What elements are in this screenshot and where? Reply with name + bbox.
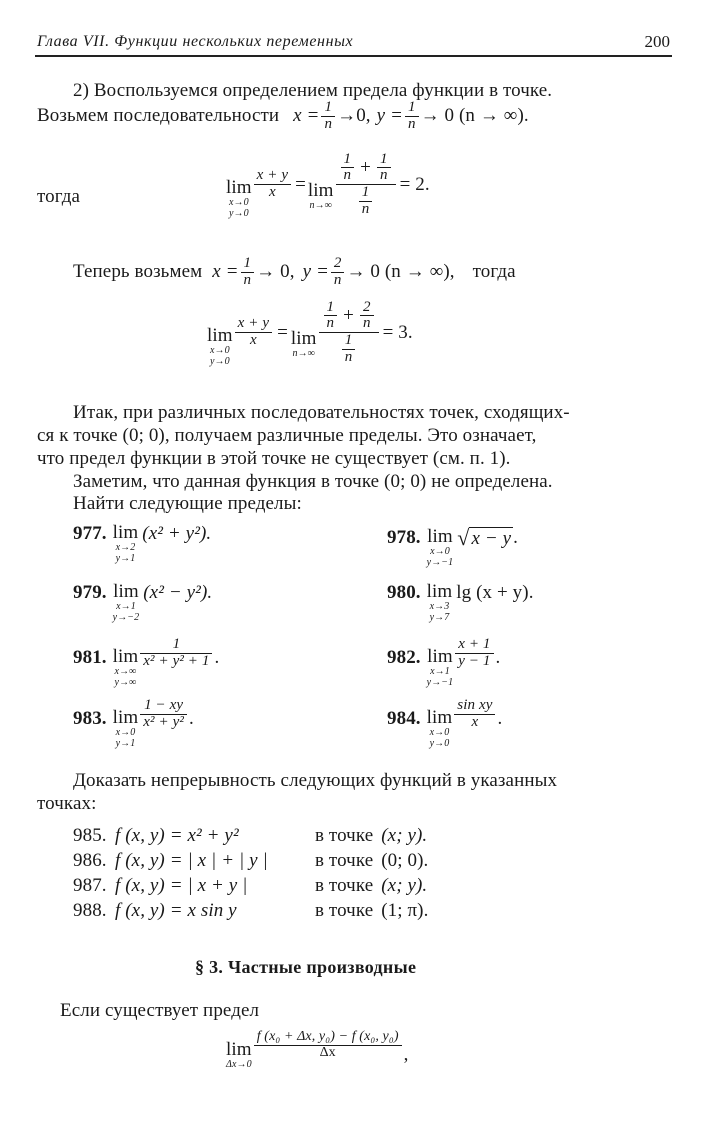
denominator: n xyxy=(361,200,370,217)
lim-sub-y: y→7 xyxy=(429,612,450,623)
equation-2 xyxy=(207,298,413,367)
problem-number: 987. xyxy=(73,875,107,896)
lim-sub-x: x→0 xyxy=(115,727,136,738)
lim-word: lim xyxy=(427,526,453,547)
denominator: Δx xyxy=(319,1044,336,1060)
denominator: x xyxy=(268,184,276,200)
problem-number: 981. xyxy=(73,647,107,668)
problem-expression: lg (x + y). xyxy=(456,582,534,603)
function-definition: f (x, y) = | x + y | xyxy=(115,875,248,896)
big-numerator xyxy=(336,152,396,185)
inner-fraction-b xyxy=(377,152,391,185)
problem-number: 982. xyxy=(387,647,421,668)
limit-operator xyxy=(427,582,453,623)
para4-line-1: Доказать непрерывность следующих функций в указанных xyxy=(73,770,558,791)
x-seq-lhs: x = xyxy=(293,105,320,127)
problem-985 xyxy=(73,825,427,847)
equals: = xyxy=(295,173,306,195)
para4-line-2: точках: xyxy=(37,793,97,814)
y-seq-tail: → 0 (n → ∞). xyxy=(420,105,529,127)
problem-988 xyxy=(73,900,428,922)
x-seq-lhs: x = xyxy=(212,261,239,283)
limit-operator xyxy=(113,708,139,749)
problem-number: 985. xyxy=(73,825,107,846)
inner-fraction-den xyxy=(342,333,356,366)
lim-sub-x: x→1 xyxy=(116,601,136,612)
lim-sub-y: y→0 xyxy=(228,208,249,219)
lim-word: lim xyxy=(112,522,139,543)
numerator: x + y xyxy=(237,315,270,332)
limit-operator xyxy=(427,527,454,568)
point-value: (x; y). xyxy=(381,825,428,846)
lim-sub-y: y→0 xyxy=(209,356,230,367)
sqrt-expression xyxy=(457,527,518,550)
problem-expression: (x² − y²). xyxy=(143,582,213,603)
lim-sub-x: x→2 xyxy=(115,542,136,553)
equals: = xyxy=(277,321,288,343)
inner-fraction-den xyxy=(359,185,373,218)
y-seq-tail: → 0 (n → ∞), xyxy=(346,261,455,283)
para3-line-3: что предел функции в этой точке не существует (см. п. 1). xyxy=(37,448,511,469)
problem-expression: (x² + y²). xyxy=(142,523,212,544)
result: = 2. xyxy=(399,173,430,195)
page-number: 200 xyxy=(644,32,670,51)
problem-978 xyxy=(387,527,518,568)
problem-number: 978. xyxy=(387,527,421,548)
lim-sub-y: y→−1 xyxy=(426,677,454,688)
numerator: 1 xyxy=(361,184,370,200)
eq2-left-fraction xyxy=(235,316,272,349)
tail: . xyxy=(513,527,518,548)
problem-number: 986. xyxy=(73,850,107,871)
problem-984 xyxy=(387,697,503,749)
section-title: § 3. Частные производные xyxy=(195,957,417,977)
para3-line-2: ся к точке (0; 0), получаем различные пределы. Это означает, xyxy=(37,425,537,446)
lim-sub-y: y→−2 xyxy=(112,612,140,623)
problem-981 xyxy=(73,636,220,688)
point-value: (x; y). xyxy=(381,875,428,896)
lim-word: lim xyxy=(226,1039,252,1060)
problem-979 xyxy=(73,582,212,623)
lim-sub-y: y→0 xyxy=(429,738,450,749)
x-seq-fraction xyxy=(241,256,255,289)
running-head: Глава VII. Функции нескольких переменных xyxy=(37,33,354,50)
denominator: n xyxy=(407,115,416,132)
lim-sub-x: x→0 xyxy=(228,197,249,208)
point-value: (1; π). xyxy=(381,900,429,921)
x-seq-fraction xyxy=(321,100,335,133)
tail: . xyxy=(497,708,503,729)
lim-sub-y: y→−1 xyxy=(426,557,454,568)
limit-operator xyxy=(427,708,453,749)
numerator: 1 xyxy=(243,255,252,271)
problem-fraction xyxy=(455,637,493,670)
para3-line-5: Найти следующие пределы: xyxy=(73,493,302,514)
lim-sub-x: x→0 xyxy=(209,345,230,356)
x-seq-tail: →0, xyxy=(337,105,371,127)
eq3-fraction xyxy=(254,1030,402,1060)
lim-word: lim xyxy=(290,327,317,349)
denominator: x xyxy=(249,332,257,348)
numerator: f (x₀ + Δx, y₀) − f (x₀, y₀) xyxy=(256,1029,399,1044)
limit-operator xyxy=(113,582,140,623)
sqrt-icon: √ xyxy=(457,525,470,550)
inner-fraction-a xyxy=(324,300,338,333)
para3-line-1: Итак, при различных последовательностях точек, сходящих- xyxy=(73,402,570,423)
limit-operator xyxy=(207,326,233,367)
lim-sub-y: y→1 xyxy=(115,553,136,564)
problem-986 xyxy=(73,850,428,872)
numerator: x + y xyxy=(256,167,289,184)
lim-sub-x: x→1 xyxy=(430,666,450,677)
header-rule xyxy=(35,55,672,57)
lim-word: lim xyxy=(426,581,453,602)
point-label: в точке xyxy=(315,900,374,921)
limit-operator-n xyxy=(308,181,334,211)
numerator: 1 xyxy=(407,99,416,115)
limit-operator xyxy=(113,647,139,688)
inner-fraction-a xyxy=(341,152,355,185)
problem-number: 988. xyxy=(73,900,107,921)
tail: , xyxy=(403,1044,409,1065)
radicand: x − y xyxy=(471,528,512,549)
equation-1 xyxy=(226,150,430,219)
numerator: sin xy xyxy=(457,697,493,713)
problem-fraction xyxy=(140,698,187,731)
numerator: 1 − xy xyxy=(144,697,184,713)
denominator: x² + y² + 1 xyxy=(143,652,210,669)
eq2-big-fraction xyxy=(319,300,379,366)
numerator: 1 xyxy=(343,150,352,167)
function-definition: f (x, y) = | x | + | y | xyxy=(115,850,268,871)
numerator: 1 xyxy=(324,99,333,115)
tail: . xyxy=(188,708,194,729)
numerator: 2 xyxy=(362,298,371,315)
eq1-big-fraction xyxy=(336,152,396,218)
lim-word: lim xyxy=(426,707,453,728)
numerator: x + 1 xyxy=(458,636,491,652)
denominator: n xyxy=(333,271,342,288)
denominator: n xyxy=(362,315,371,332)
problem-987 xyxy=(73,875,427,897)
big-numerator xyxy=(319,300,379,333)
limit-operator xyxy=(427,647,454,688)
y-seq-lhs: y = xyxy=(302,261,329,283)
numerator: 1 xyxy=(172,636,181,652)
lim-sub-y: y→∞ xyxy=(114,677,137,688)
big-denominator xyxy=(337,333,361,366)
lim-sub-n: n→∞ xyxy=(292,347,315,359)
denominator: n xyxy=(343,167,352,184)
lim-sub-x: x→0 xyxy=(430,546,450,557)
problem-number: 980. xyxy=(387,582,421,603)
para2-suffix: тогда xyxy=(472,261,516,283)
inner-fraction-b xyxy=(360,300,374,333)
equation-3 xyxy=(226,1030,408,1070)
function-definition: f (x, y) = x sin y xyxy=(115,900,237,921)
para5-text: Если существует предел xyxy=(60,1000,260,1021)
lim-sub-dx: Δx→0 xyxy=(226,1059,252,1070)
result: = 3. xyxy=(382,321,413,343)
numerator: 2 xyxy=(333,255,342,271)
problem-number: 977. xyxy=(73,523,107,544)
denominator: y − 1 xyxy=(458,652,491,669)
problem-982 xyxy=(387,636,501,688)
point-value: (0; 0). xyxy=(381,850,429,871)
tail: . xyxy=(495,647,501,668)
lim-sub-x: x→0 xyxy=(429,727,450,738)
lim-word: lim xyxy=(113,581,139,602)
lim-sub-x: x→3 xyxy=(429,601,450,612)
y-seq-fraction xyxy=(405,100,419,133)
denominator: n xyxy=(326,315,335,332)
lim-word: lim xyxy=(112,707,139,728)
lim-word: lim xyxy=(207,325,233,346)
denominator: n xyxy=(243,271,252,288)
para3-line-4: Заметим, что данная функция в точке (0; 0) не определена. xyxy=(73,471,553,492)
para1-line2-text: Возьмем последовательности xyxy=(37,105,280,127)
para2-line xyxy=(73,256,516,289)
denominator: x² + y² xyxy=(143,713,184,730)
limit-operator xyxy=(226,178,252,219)
problem-983 xyxy=(73,697,194,749)
eq1-left-fraction xyxy=(254,168,291,201)
para1-line2 xyxy=(37,100,529,133)
para2-text: Теперь возьмем xyxy=(73,261,203,283)
lim-sub-y: y→1 xyxy=(115,738,136,749)
numerator: 1 xyxy=(326,298,335,315)
problem-fraction xyxy=(454,698,495,731)
denominator: n xyxy=(379,167,388,184)
point-label: в точке xyxy=(315,825,374,846)
plus: + xyxy=(343,304,354,326)
eq1-prefix: тогда xyxy=(37,186,80,207)
numerator: 1 xyxy=(344,332,353,348)
problem-fraction xyxy=(140,637,212,670)
denominator: x xyxy=(471,713,479,730)
problem-980 xyxy=(387,582,534,623)
lim-word: lim xyxy=(307,179,334,201)
problem-number: 979. xyxy=(73,582,107,603)
limit-operator-n xyxy=(291,329,317,359)
y-seq-lhs: y = xyxy=(376,105,403,127)
para1-line1: 2) Воспользуемся определением предела функции в точке. xyxy=(73,80,553,101)
tail: . xyxy=(214,647,220,668)
point-label: в точке xyxy=(315,875,374,896)
point-label: в точке xyxy=(315,850,374,871)
lim-sub-n: n→∞ xyxy=(309,199,332,211)
denominator: n xyxy=(344,348,353,365)
limit-operator xyxy=(113,523,139,564)
big-denominator xyxy=(354,185,378,218)
lim-sub-x: x→∞ xyxy=(114,666,137,677)
x-seq-tail: → 0, xyxy=(256,261,295,283)
problem-977 xyxy=(73,523,211,564)
function-definition: f (x, y) = x² + y² xyxy=(115,825,239,846)
lim-word: lim xyxy=(226,177,252,198)
y-seq-fraction xyxy=(331,256,345,289)
denominator: n xyxy=(324,115,333,132)
problem-number: 984. xyxy=(387,708,421,729)
plus: + xyxy=(360,156,371,178)
problem-number: 983. xyxy=(73,708,107,729)
numerator: 1 xyxy=(379,150,388,167)
lim-word: lim xyxy=(112,646,139,667)
lim-word: lim xyxy=(427,646,453,667)
limit-operator xyxy=(226,1040,252,1070)
